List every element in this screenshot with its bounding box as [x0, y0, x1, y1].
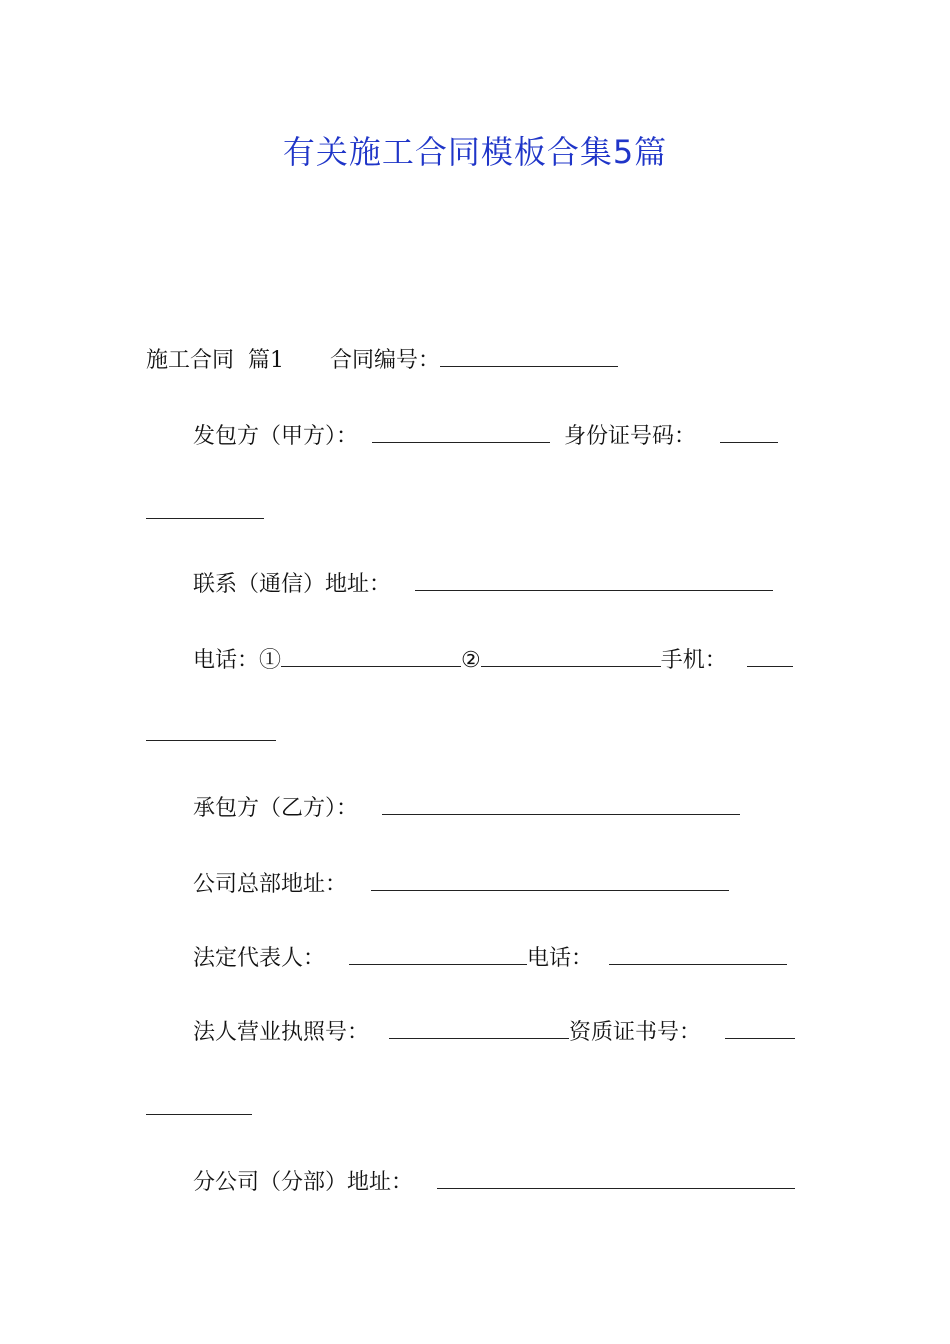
address-field[interactable]	[415, 568, 773, 591]
legal-rep-phone-label: 电话：	[527, 946, 594, 971]
phone-1-field[interactable]	[281, 644, 461, 667]
party-b-label: 承包方（乙方）：	[193, 796, 359, 821]
address-line	[193, 568, 773, 598]
phone-mark-2: ②	[461, 648, 481, 673]
license-label: 法人营业执照号：	[193, 1020, 370, 1045]
party-b-name-field[interactable]	[382, 792, 740, 815]
party-a-id-label: 身份证号码：	[564, 424, 697, 449]
contract-header-line	[146, 344, 618, 374]
legal-rep-field[interactable]	[349, 942, 527, 965]
phone-label: 电话：	[193, 648, 260, 673]
hq-address-field[interactable]	[371, 868, 729, 891]
party-a-line	[193, 420, 778, 450]
mobile-field[interactable]	[747, 644, 793, 667]
contract-no-label: 合同编号：	[330, 348, 441, 373]
mobile-continuation	[146, 718, 276, 748]
party-a-id-field[interactable]	[720, 420, 778, 443]
cert-continuation	[146, 1092, 252, 1122]
hq-address-line	[193, 868, 729, 898]
phone-2-field[interactable]	[481, 644, 661, 667]
party-b-line	[193, 792, 740, 822]
license-field[interactable]	[389, 1016, 569, 1039]
party-a-name-field[interactable]	[372, 420, 550, 443]
cert-field-continued[interactable]	[146, 1092, 252, 1115]
phone-line	[193, 644, 793, 674]
legal-rep-label: 法定代表人：	[193, 946, 326, 971]
mobile-field-continued[interactable]	[146, 718, 276, 741]
mobile-label: 手机：	[660, 648, 727, 673]
license-line	[193, 1016, 795, 1046]
phone-mark-1: ①	[259, 648, 282, 673]
branch-address-line	[193, 1166, 795, 1196]
address-label: 联系（通信）地址：	[193, 572, 392, 597]
party-a-label: 发包方（甲方）：	[193, 424, 359, 449]
cert-field[interactable]	[725, 1016, 795, 1039]
branch-address-field[interactable]	[437, 1166, 795, 1189]
legal-rep-phone-field[interactable]	[609, 942, 787, 965]
legal-rep-line	[193, 942, 787, 972]
cert-label: 资质证书号：	[569, 1020, 702, 1045]
document-title: 有关施工合同模板合集5篇	[282, 133, 668, 171]
branch-address-label: 分公司（分部）地址：	[193, 1170, 414, 1195]
party-a-id-field-continued[interactable]	[146, 496, 264, 519]
hq-address-label: 公司总部地址：	[193, 872, 348, 897]
party-a-id-continuation	[146, 496, 264, 526]
part-label: 篇1	[248, 348, 285, 373]
section-label: 施工合同	[146, 348, 235, 373]
contract-no-field[interactable]	[440, 344, 618, 367]
